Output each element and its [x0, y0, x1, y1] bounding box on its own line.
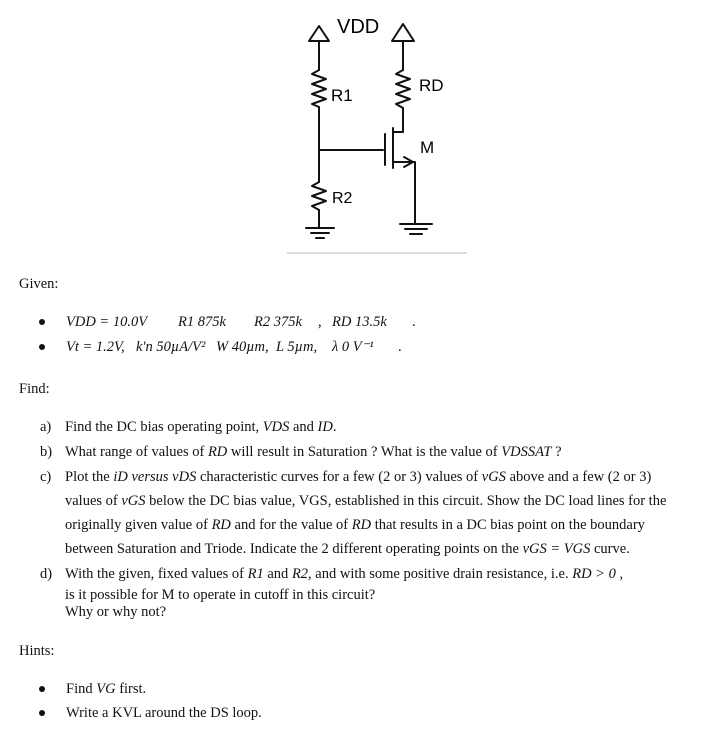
r2-symbol: R2 — [291, 566, 309, 582]
item-letter: b) — [40, 444, 53, 460]
end-text: . — [332, 419, 337, 435]
item-letter: d) — [40, 566, 53, 582]
versus-text: versus — [131, 469, 169, 485]
id-symbol: ID — [317, 419, 333, 435]
end-text: ? — [555, 444, 562, 460]
item-a-text: Find the DC bias operating point, — [65, 419, 260, 435]
vdd-arrow-left — [309, 26, 329, 41]
item-d-line2: is it possible for M to operate in cutoff in this circuit? — [65, 587, 376, 603]
given-lambda: λ 0 V⁻¹ — [332, 339, 374, 355]
given-heading: Given: — [19, 276, 59, 292]
rd-condition: RD > 0 — [572, 566, 616, 582]
given-end: . — [398, 339, 402, 355]
find-heading: Find: — [19, 381, 50, 397]
given-sep: , — [318, 314, 322, 330]
given-vdd: VDD = 10.0V — [66, 314, 148, 330]
rd-symbol: RD — [207, 444, 228, 460]
bullet — [39, 344, 45, 350]
rd-label: RD — [419, 76, 444, 95]
r2-resistor — [312, 182, 326, 210]
given-kn: k'n 50µA/V² — [136, 339, 206, 355]
vgs-equation: vGS = VGS — [522, 541, 591, 557]
vds-symbol: VDS — [262, 419, 290, 435]
rd-symbol: RD — [351, 517, 372, 533]
item-b-text2: will result in Saturation ? What is the value of — [230, 444, 498, 460]
circuit-diagram — [0, 0, 727, 260]
bullet — [39, 710, 45, 716]
hints-heading: Hints: — [19, 643, 55, 659]
bullet — [39, 686, 45, 692]
rd-symbol: RD — [211, 517, 231, 533]
vg-symbol: VG — [96, 681, 116, 697]
vdd-arrow-right — [392, 24, 414, 41]
given-l: L 5µm, — [276, 339, 318, 355]
item-b-text: What range of values of — [65, 444, 205, 460]
item-d-line1: With the given, fixed values of R1 and R2, and with some positive drain resistance, i.e. RD > 0 , — [65, 566, 624, 582]
item-c-line4: between Saturation and Triode. Indicate the 2 different operating points on the vGS = VGS curve. — [65, 541, 630, 557]
vgs-symbol: vGS — [481, 469, 506, 485]
item-a — [65, 418, 336, 436]
vds-symbol: vDS — [172, 469, 197, 485]
vgs-symbol: vGS — [121, 493, 146, 509]
given-vt: Vt = 1.2V, — [66, 339, 125, 355]
hint-1: Find VG first. — [66, 681, 147, 697]
item-c-line2: values of vGS below the DC bias value, VGS, established in this circuit. Show the DC load lines for the — [65, 493, 667, 509]
item-c-line3: originally given value of RD and for the value of RD that results in a DC bias point on the boundary — [65, 517, 645, 533]
hint-2: Write a KVL around the DS loop. — [66, 705, 262, 721]
id-symbol: iD — [113, 469, 128, 485]
r1-resistor — [312, 70, 326, 107]
item-d-line3: Why or why not? — [65, 604, 167, 620]
r1-symbol: R1 — [247, 566, 264, 582]
item-letter: a) — [40, 419, 52, 435]
r2-label: R2 — [332, 190, 353, 207]
rd-resistor — [396, 70, 410, 108]
r1-label: R1 — [331, 86, 353, 105]
given-w: W 40µm, — [216, 339, 269, 355]
m-label: M — [420, 138, 435, 157]
item-letter: c) — [40, 469, 52, 485]
item-c-line1: Plot the iD versus vDS characteristic curves for a few (2 or 3) values of vGS above and a few (2 or 3) — [65, 469, 652, 485]
given-r1: R1 875k — [178, 314, 226, 330]
and-text: and — [292, 419, 314, 435]
item-b — [65, 443, 562, 461]
given-r2: R2 375k — [254, 314, 302, 330]
vdssat-symbol: VDSSAT — [501, 444, 552, 460]
vdd-label: VDD — [337, 16, 380, 38]
given-rd: RD 13.5k — [332, 314, 387, 330]
given-end: . — [412, 314, 416, 330]
bullet — [39, 319, 45, 325]
